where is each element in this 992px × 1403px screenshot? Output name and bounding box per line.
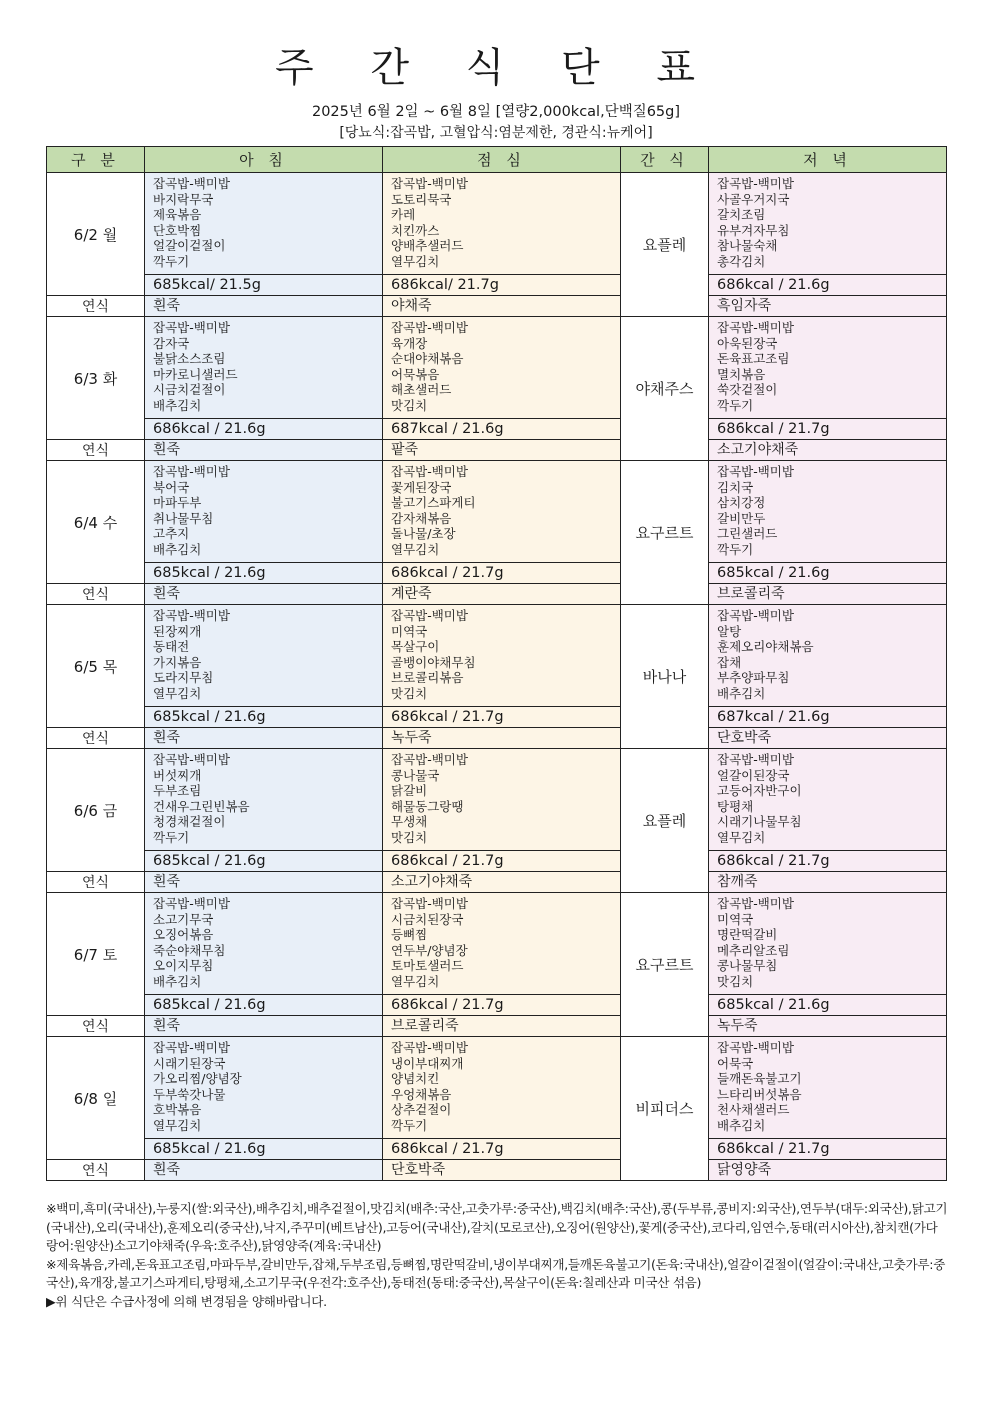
dish-item: 아욱된장국 bbox=[717, 335, 778, 351]
dish-item: 미역국 bbox=[717, 911, 754, 927]
snack-cell: 요플레 bbox=[621, 173, 709, 317]
dinner-porridge: 참깨죽 bbox=[709, 872, 947, 893]
dish-item: 열무김치 bbox=[153, 1117, 202, 1133]
breakfast-kcal: 685kcal / 21.6g bbox=[145, 563, 383, 584]
dish-item: 도라지무침 bbox=[153, 670, 214, 686]
dish-item: 들깨돈육불고기 bbox=[717, 1071, 802, 1087]
snack-cell: 비피더스 bbox=[621, 1037, 709, 1181]
header-dinner: 저 녁 bbox=[709, 147, 947, 173]
day-label: 6/5 목 bbox=[47, 605, 145, 728]
dish-item: 잡곡밥-백미밥 bbox=[153, 176, 230, 191]
porridge-row bbox=[47, 872, 947, 893]
dish-item: 북어국 bbox=[153, 479, 190, 495]
dish-item: 얼갈이된장국 bbox=[717, 767, 790, 783]
dish-item: 배추김치 bbox=[717, 685, 766, 701]
porridge-row bbox=[47, 1160, 947, 1181]
breakfast-kcal: 685kcal / 21.6g bbox=[145, 707, 383, 728]
dish-item: 잡곡밥-백미밥 bbox=[717, 752, 794, 767]
day-row bbox=[47, 1037, 947, 1139]
dish-item: 맛김치 bbox=[391, 685, 428, 701]
kcal-row bbox=[47, 851, 947, 872]
dish-item: 양배추샐러드 bbox=[391, 238, 464, 254]
dish-item: 맛김치 bbox=[391, 829, 428, 845]
dish-item: 불고기스파게티 bbox=[391, 495, 476, 511]
dish-item: 쑥갓겉절이 bbox=[717, 382, 778, 398]
dish-item: 연두부/양념장 bbox=[391, 942, 468, 958]
breakfast-porridge: 흰죽 bbox=[145, 1016, 383, 1037]
dish-item: 고추지 bbox=[153, 526, 190, 542]
dish-item: 양념치킨 bbox=[391, 1071, 440, 1087]
dish-item: 사골우거지국 bbox=[717, 191, 790, 207]
dish-item: 배추김치 bbox=[717, 1117, 766, 1133]
lunch-porridge: 단호박죽 bbox=[383, 1160, 621, 1181]
header-row bbox=[47, 147, 947, 173]
header-lunch: 점 심 bbox=[383, 147, 621, 173]
snack-cell: 요플레 bbox=[621, 749, 709, 893]
dinner-dishes bbox=[709, 893, 947, 995]
day-label: 6/6 금 bbox=[47, 749, 145, 872]
dish-item: 치킨까스 bbox=[391, 222, 440, 238]
header-breakfast: 아 침 bbox=[145, 147, 383, 173]
dish-item: 잡곡밥-백미밥 bbox=[391, 320, 468, 335]
dish-item: 콩나물국 bbox=[391, 767, 440, 783]
dish-item: 상추겉절이 bbox=[391, 1102, 452, 1118]
lunch-porridge: 브로콜리죽 bbox=[383, 1016, 621, 1037]
lunch-dishes bbox=[383, 173, 621, 275]
breakfast-dishes bbox=[145, 749, 383, 851]
breakfast-kcal: 685kcal / 21.6g bbox=[145, 995, 383, 1016]
dinner-kcal: 687kcal / 21.6g bbox=[709, 707, 947, 728]
day-row bbox=[47, 749, 947, 851]
dinner-porridge: 흑임자죽 bbox=[709, 296, 947, 317]
dish-item: 시금치겉절이 bbox=[153, 382, 226, 398]
dinner-kcal: 686kcal / 21.7g bbox=[709, 1139, 947, 1160]
breakfast-dishes bbox=[145, 461, 383, 563]
dinner-kcal: 685kcal / 21.6g bbox=[709, 563, 947, 584]
dish-item: 잡곡밥-백미밥 bbox=[391, 176, 468, 191]
dish-item: 동태전 bbox=[153, 639, 190, 655]
dinner-dishes bbox=[709, 749, 947, 851]
porridge-row bbox=[47, 296, 947, 317]
lunch-dishes bbox=[383, 461, 621, 563]
day-row bbox=[47, 173, 947, 275]
porridge-label: 연식 bbox=[47, 296, 145, 317]
lunch-porridge: 녹두죽 bbox=[383, 728, 621, 749]
dish-item: 갈치조림 bbox=[717, 207, 766, 223]
dish-item: 브로콜리볶음 bbox=[391, 670, 464, 686]
breakfast-dishes bbox=[145, 893, 383, 995]
dish-item: 감자국 bbox=[153, 335, 190, 351]
dish-item: 죽순야채무침 bbox=[153, 942, 226, 958]
dish-item: 명란떡갈비 bbox=[717, 927, 778, 943]
dinner-dishes bbox=[709, 461, 947, 563]
menu-body bbox=[47, 173, 947, 1181]
dish-item: 카레 bbox=[391, 207, 416, 223]
dinner-porridge: 소고기야채죽 bbox=[709, 440, 947, 461]
breakfast-kcal: 685kcal / 21.6g bbox=[145, 851, 383, 872]
dish-item: 잡곡밥-백미밥 bbox=[391, 608, 468, 623]
porridge-row bbox=[47, 1016, 947, 1037]
origin-note-1: ※백미,흑미(국내산),누룽지(쌀:외국산),배추김치,배추겉절이,맛김치(배추:국산,고춧가루:중국산),백김치(배추:국산),콩(두부류,콩비지:외국산),연두부(대두:외국산),닭고기(국내산),오리(국내산),훈제오리(중국산),낙지,주꾸미(베트남산),고등어(국내산),갈치(모로코산),오징어(원양산),꽃게(중국산),코다리,임연수,동태(러시아산),참치캔(가다랑어:원양산)소고기야채죽(우육:호주산),닭영양죽(계육:국내산) bbox=[46, 1201, 948, 1253]
dish-item: 시래기나물무침 bbox=[717, 814, 802, 830]
dish-item: 참나물숙채 bbox=[717, 238, 778, 254]
dish-item: 잡곡밥-백미밥 bbox=[391, 464, 468, 479]
date-range-subtitle: 2025년 6월 2일 ~ 6월 8일 [열량2,000kcal,단백질65g] bbox=[311, 104, 681, 120]
dish-item: 그린샐러드 bbox=[717, 526, 778, 542]
dish-item: 어묵국 bbox=[717, 1055, 754, 1071]
lunch-kcal: 686kcal/ 21.7g bbox=[383, 275, 621, 296]
header-snack: 간 식 bbox=[621, 147, 709, 173]
dish-item: 얼갈이겉절이 bbox=[153, 238, 226, 254]
dish-item: 깍두기 bbox=[391, 1117, 428, 1133]
dish-item: 멸치볶음 bbox=[717, 366, 766, 382]
dish-item: 깍두기 bbox=[153, 829, 190, 845]
porridge-row bbox=[47, 584, 947, 605]
dish-item: 맛김치 bbox=[391, 397, 428, 413]
dinner-kcal: 685kcal / 21.6g bbox=[709, 995, 947, 1016]
dish-item: 잡곡밥-백미밥 bbox=[153, 320, 230, 335]
dish-item: 잡곡밥-백미밥 bbox=[153, 752, 230, 767]
lunch-porridge: 계란죽 bbox=[383, 584, 621, 605]
dish-item: 골뱅이야채무침 bbox=[391, 654, 476, 670]
lunch-dishes bbox=[383, 317, 621, 419]
porridge-row bbox=[47, 440, 947, 461]
day-row bbox=[47, 317, 947, 419]
day-row bbox=[47, 605, 947, 707]
weekly-menu-table bbox=[46, 146, 947, 1181]
dish-item: 제육볶음 bbox=[153, 207, 202, 223]
porridge-label: 연식 bbox=[47, 728, 145, 749]
kcal-row bbox=[47, 275, 947, 296]
dinner-porridge: 닭영양죽 bbox=[709, 1160, 947, 1181]
dish-item: 탕평채 bbox=[717, 798, 754, 814]
origin-notes bbox=[46, 1200, 948, 1311]
change-notice: ▶위 식단은 수급사정에 의해 변경됨을 양해바랍니다. bbox=[46, 1293, 327, 1309]
dinner-dishes bbox=[709, 173, 947, 275]
breakfast-dishes bbox=[145, 1037, 383, 1139]
dish-item: 잡곡밥-백미밥 bbox=[391, 896, 468, 911]
dish-item: 고등어자반구이 bbox=[717, 783, 802, 799]
porridge-label: 연식 bbox=[47, 1016, 145, 1037]
breakfast-porridge: 흰죽 bbox=[145, 728, 383, 749]
kcal-row bbox=[47, 563, 947, 584]
dish-item: 잡곡밥-백미밥 bbox=[717, 176, 794, 191]
dish-item: 유부겨자무침 bbox=[717, 222, 790, 238]
dish-item: 부추양파무침 bbox=[717, 670, 790, 686]
dish-item: 느타리버섯볶음 bbox=[717, 1086, 802, 1102]
dish-item: 오이지무침 bbox=[153, 958, 214, 974]
dish-item: 두부쑥갓나물 bbox=[153, 1086, 226, 1102]
dish-item: 된장찌개 bbox=[153, 623, 202, 639]
dish-item: 육개장 bbox=[391, 335, 428, 351]
dish-item: 마카로니샐러드 bbox=[153, 366, 238, 382]
dish-item: 가지볶음 bbox=[153, 654, 202, 670]
breakfast-porridge: 흰죽 bbox=[145, 296, 383, 317]
dinner-kcal: 686kcal / 21.7g bbox=[709, 419, 947, 440]
dish-item: 닭갈비 bbox=[391, 783, 428, 799]
breakfast-porridge: 흰죽 bbox=[145, 584, 383, 605]
dish-item: 맛김치 bbox=[717, 973, 754, 989]
dish-item: 해초샐러드 bbox=[391, 382, 452, 398]
dish-item: 꽃게된장국 bbox=[391, 479, 452, 495]
dish-item: 알탕 bbox=[717, 623, 742, 639]
dish-item: 잡곡밥-백미밥 bbox=[153, 608, 230, 623]
dish-item: 취나물무침 bbox=[153, 510, 214, 526]
dish-item: 총각김치 bbox=[717, 253, 766, 269]
dinner-kcal: 686kcal / 21.6g bbox=[709, 275, 947, 296]
dish-item: 오징어볶음 bbox=[153, 927, 214, 943]
dinner-dishes bbox=[709, 317, 947, 419]
dish-item: 버섯찌개 bbox=[153, 767, 202, 783]
snack-cell: 야채주스 bbox=[621, 317, 709, 461]
snack-cell: 요구르트 bbox=[621, 893, 709, 1037]
breakfast-porridge: 흰죽 bbox=[145, 440, 383, 461]
dish-item: 두부조림 bbox=[153, 783, 202, 799]
dish-item: 바지락무국 bbox=[153, 191, 214, 207]
dish-item: 잡곡밥-백미밥 bbox=[391, 1040, 468, 1055]
day-label: 6/2 월 bbox=[47, 173, 145, 296]
breakfast-kcal: 686kcal / 21.6g bbox=[145, 419, 383, 440]
dish-item: 배추김치 bbox=[153, 541, 202, 557]
dish-item: 단호박찜 bbox=[153, 222, 202, 238]
lunch-kcal: 686kcal / 21.7g bbox=[383, 707, 621, 728]
dish-item: 시래기된장국 bbox=[153, 1055, 226, 1071]
dish-item: 불닭소스조림 bbox=[153, 351, 226, 367]
dish-item: 잡곡밥-백미밥 bbox=[153, 896, 230, 911]
porridge-label: 연식 bbox=[47, 440, 145, 461]
day-row bbox=[47, 461, 947, 563]
breakfast-kcal: 685kcal/ 21.5g bbox=[145, 275, 383, 296]
kcal-row bbox=[47, 995, 947, 1016]
dish-item: 메추리알조림 bbox=[717, 942, 790, 958]
breakfast-dishes bbox=[145, 605, 383, 707]
lunch-porridge: 소고기야채죽 bbox=[383, 872, 621, 893]
dish-item: 순대야채볶음 bbox=[391, 351, 464, 367]
lunch-kcal: 686kcal / 21.7g bbox=[383, 995, 621, 1016]
dish-item: 돈육표고조림 bbox=[717, 351, 790, 367]
day-label: 6/3 화 bbox=[47, 317, 145, 440]
lunch-dishes bbox=[383, 893, 621, 995]
dish-item: 열무김치 bbox=[717, 829, 766, 845]
dish-item: 깍두기 bbox=[717, 541, 754, 557]
dish-item: 무생채 bbox=[391, 814, 428, 830]
dish-item: 잡채 bbox=[717, 654, 742, 670]
dish-item: 열무김치 bbox=[391, 253, 440, 269]
dish-item: 해물동그랑땡 bbox=[391, 798, 464, 814]
breakfast-kcal: 685kcal / 21.6g bbox=[145, 1139, 383, 1160]
breakfast-porridge: 흰죽 bbox=[145, 1160, 383, 1181]
dinner-kcal: 686kcal / 21.7g bbox=[709, 851, 947, 872]
lunch-porridge: 야채죽 bbox=[383, 296, 621, 317]
lunch-dishes bbox=[383, 1037, 621, 1139]
dish-item: 어묵볶음 bbox=[391, 366, 440, 382]
dish-item: 잡곡밥-백미밥 bbox=[717, 896, 794, 911]
dish-item: 갈비만두 bbox=[717, 510, 766, 526]
porridge-row bbox=[47, 728, 947, 749]
day-label: 6/4 수 bbox=[47, 461, 145, 584]
kcal-row bbox=[47, 1139, 947, 1160]
day-label: 6/7 토 bbox=[47, 893, 145, 1016]
dinner-dishes bbox=[709, 1037, 947, 1139]
dish-item: 목살구이 bbox=[391, 639, 440, 655]
dinner-porridge: 단호박죽 bbox=[709, 728, 947, 749]
dish-item: 깍두기 bbox=[717, 397, 754, 413]
dish-item: 마파두부 bbox=[153, 495, 202, 511]
dish-item: 잡곡밥-백미밥 bbox=[717, 464, 794, 479]
dish-item: 잡곡밥-백미밥 bbox=[153, 464, 230, 479]
origin-note-2: ※제육볶음,카레,돈육표고조림,마파두부,갈비만두,잡채,두부조림,등뼈찜,명란떡갈비,냉이부대찌개,들깨돈육불고기(돈육:국내산),얼갈이겉절이(얼갈이:국내산,고춧가루:중국산),육개장,불고기스파게티,탕평채,소고기무국(우전각:호주산),동태전(동태:중국산),목살구이(돈육:칠레산과 미국산 섞음) bbox=[46, 1256, 946, 1290]
dish-item: 가오리찜/양념장 bbox=[153, 1071, 242, 1087]
dish-item: 잡곡밥-백미밥 bbox=[717, 320, 794, 335]
dish-item: 청경채겉절이 bbox=[153, 814, 226, 830]
dish-item: 냉이부대찌개 bbox=[391, 1055, 464, 1071]
lunch-kcal: 686kcal / 21.7g bbox=[383, 851, 621, 872]
kcal-row bbox=[47, 419, 947, 440]
dish-item: 등뼈찜 bbox=[391, 927, 428, 943]
diet-type-subtitle: [당뇨식:잡곡밥, 고혈압식:염분제한, 경관식:뉴케어] bbox=[339, 125, 653, 141]
dish-item: 김치국 bbox=[717, 479, 754, 495]
dish-item: 잡곡밥-백미밥 bbox=[717, 608, 794, 623]
snack-cell: 요구르트 bbox=[621, 461, 709, 605]
dish-item: 건새우그린빈볶음 bbox=[153, 798, 250, 814]
dinner-porridge: 브로콜리죽 bbox=[709, 584, 947, 605]
dish-item: 훈제오리야채볶음 bbox=[717, 639, 814, 655]
dinner-dishes bbox=[709, 605, 947, 707]
dish-item: 감자채볶음 bbox=[391, 510, 452, 526]
page-title: 주 간 식 단 표 bbox=[274, 45, 718, 91]
lunch-dishes bbox=[383, 605, 621, 707]
day-label: 6/8 일 bbox=[47, 1037, 145, 1160]
dish-item: 열무김치 bbox=[391, 973, 440, 989]
dish-item: 미역국 bbox=[391, 623, 428, 639]
breakfast-dishes bbox=[145, 173, 383, 275]
snack-cell: 바나나 bbox=[621, 605, 709, 749]
lunch-dishes bbox=[383, 749, 621, 851]
dish-item: 잡곡밥-백미밥 bbox=[391, 752, 468, 767]
lunch-kcal: 687kcal / 21.6g bbox=[383, 419, 621, 440]
lunch-kcal: 686kcal / 21.7g bbox=[383, 1139, 621, 1160]
header-gubun: 구 분 bbox=[47, 147, 145, 173]
dish-item: 열무김치 bbox=[153, 685, 202, 701]
dish-item: 배추김치 bbox=[153, 973, 202, 989]
dish-item: 소고기무국 bbox=[153, 911, 214, 927]
dinner-porridge: 녹두죽 bbox=[709, 1016, 947, 1037]
dish-item: 삼치강정 bbox=[717, 495, 766, 511]
breakfast-dishes bbox=[145, 317, 383, 419]
dish-item: 열무김치 bbox=[391, 541, 440, 557]
dish-item: 호박볶음 bbox=[153, 1102, 202, 1118]
dish-item: 천사채샐러드 bbox=[717, 1102, 790, 1118]
lunch-porridge: 팥죽 bbox=[383, 440, 621, 461]
dish-item: 콩나물무침 bbox=[717, 958, 778, 974]
dish-item: 잡곡밥-백미밥 bbox=[717, 1040, 794, 1055]
porridge-label: 연식 bbox=[47, 872, 145, 893]
dish-item: 토마토샐러드 bbox=[391, 958, 464, 974]
kcal-row bbox=[47, 707, 947, 728]
porridge-label: 연식 bbox=[47, 584, 145, 605]
dish-item: 돌나물/초장 bbox=[391, 526, 456, 542]
dish-item: 잡곡밥-백미밥 bbox=[153, 1040, 230, 1055]
dish-item: 도토리묵국 bbox=[391, 191, 452, 207]
porridge-label: 연식 bbox=[47, 1160, 145, 1181]
breakfast-porridge: 흰죽 bbox=[145, 872, 383, 893]
dish-item: 우엉채볶음 bbox=[391, 1086, 452, 1102]
dish-item: 시금치된장국 bbox=[391, 911, 464, 927]
lunch-kcal: 686kcal / 21.7g bbox=[383, 563, 621, 584]
dish-item: 배추김치 bbox=[153, 397, 202, 413]
day-row bbox=[47, 893, 947, 995]
dish-item: 깍두기 bbox=[153, 253, 190, 269]
